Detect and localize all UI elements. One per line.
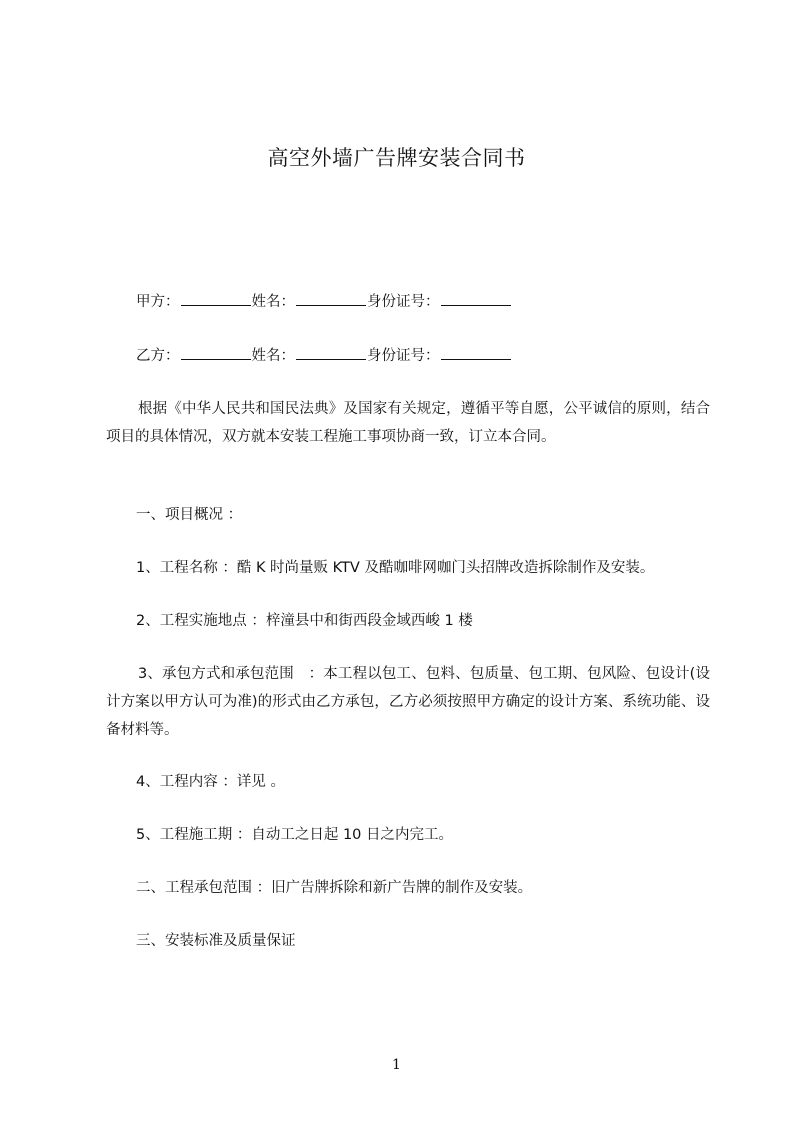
party-a-line xyxy=(136,291,512,312)
party-b-id-blank xyxy=(441,345,511,360)
party-a-blank xyxy=(181,291,251,306)
party-b-label: 乙方： xyxy=(136,348,180,364)
party-a-name-blank xyxy=(296,291,366,306)
intro-paragraph: 根据《中华人民共和国民法典》及国家有关规定，遵循平等自愿，公平诚信的原则，结合项目的具体情况，双方就本安装工程施工事项协商一致，订立本合同。 xyxy=(106,401,710,445)
party-a-name-label: 姓名： xyxy=(251,294,295,310)
party-b-id-label: 身份证号： xyxy=(367,348,440,364)
section-1-item-5: 5、工程施工期 ：自动工之日起 10 日之内完工。 xyxy=(136,827,454,843)
section-1-heading: 一、项目概况 ： xyxy=(136,507,243,523)
page-number: 1 xyxy=(392,1057,401,1073)
party-b-line xyxy=(136,345,512,366)
document-title: 高空外墙广告牌安装合同书 xyxy=(267,146,526,170)
section-3-heading: 三、安装标准及质量保证 xyxy=(136,933,296,949)
section-1-item-4: 4、工程内容 ：详见 。 xyxy=(136,774,285,790)
party-a-id-label: 身份证号： xyxy=(367,294,440,310)
party-a-id-blank xyxy=(441,291,511,306)
section-1-item-2: 2、工程实施地点 ：梓潼县中和街西段金域西峻 1 楼 xyxy=(136,613,473,629)
section-1-item-1: 1、工程名称 ：酷 K 时尚量贩 KTV 及酷咖啡网咖门头招牌改造拆除制作及安装。 xyxy=(136,560,655,576)
party-b-blank xyxy=(181,345,251,360)
section-1-item-3: 3、承包方式和承包范围 ：本工程以包工、包料、包质量、包工期、包风险、包设计(设计方案以甲方认可为准)的形式由乙方承包，乙方必须按照甲方确定的设计方案、系统功能、设备材料等。 xyxy=(106,666,710,738)
party-b-name-blank xyxy=(296,345,366,360)
party-b-name-label: 姓名： xyxy=(251,348,295,364)
section-2-heading: 二、工程承包范围 ：旧广告牌拆除和新广告牌的制作及安装。 xyxy=(136,880,533,896)
party-a-label: 甲方： xyxy=(136,294,180,310)
